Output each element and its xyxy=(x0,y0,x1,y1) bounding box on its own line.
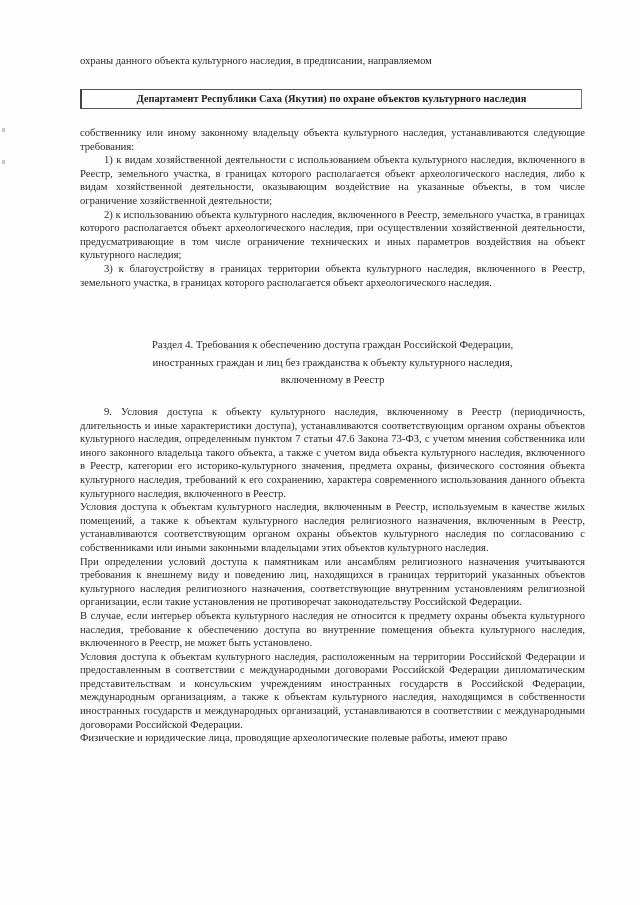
paragraph: 1) к видам хозяйственной деятельности с использованием объекта культурного наследия, включенного в Реестр, земельного участка, в границах которого располагается объект археологического наследия, либо к видам хозяйственной деятельности, оказывающим воздействие на указанные объекты, в том числе ограничение хозяйственной деятельности; xyxy=(80,155,585,207)
section-heading-line: иностранных граждан и лиц без гражданства к объекту культурного наследия, xyxy=(152,356,513,369)
paragraph: Условия доступа к объектам культурного наследия, расположенным на территории Российской Федерации и предоставленным в соответствии с международными договорами Российской Федерации дипломатическим представительствам и консульским учреждениям иностранных государств в Российской Федерации, международным организациям, а также к объектам культурного наследия, находящимся в собственности иностранных государств и международных организаций, устанавливаются в соответствии с международными договорами Российской Федерации. xyxy=(80,651,585,731)
paragraph: Физические и юридические лица, проводящие археологические полевые работы, имеют право xyxy=(80,733,508,745)
paragraph: В случае, если интерьер объекта культурного наследия не относится к предмету охраны объекта культурного наследия, требование к обеспечению доступа во внутренние помещения объекта культурного наследия, включенного в Реестр, не может быть установлено. xyxy=(80,610,585,650)
continuation-line: охраны данного объекта культурного наследия, в предписании, направляемом xyxy=(80,56,432,67)
paragraph: 3) к благоустройству в границах территории объекта культурного наследия, включенного в Реестр, земельного участка, в границах которого располагается объект археологического наследия. xyxy=(80,263,585,289)
paragraph: 2) к использованию объекта культурного наследия, включенного в Реестр, земельного участка, в границах которого располагается объект археологического наследия, при осуществлении хозяйственной деятельности, предусматривающие в том числе ограничение технических и иных параметров воздействия на объект культурного наследия; xyxy=(80,209,585,262)
paragraph: При определении условий доступа к памятникам или ансамблям религиозного назначения учитываются требования к внешнему виду и поведению лиц, находящихся в границах территорий указанных объектов культурного наследия религиозного назначения, соответствующие внутренним установлениям религиозной организации, если такие установления не противоречат законодательству Российской Федерации. xyxy=(80,556,585,609)
section-heading-line: Раздел 4. Требования к обеспечению доступа граждан Российской Федерации, xyxy=(151,339,514,351)
requirements-block xyxy=(80,127,585,290)
department-header-box xyxy=(80,89,582,109)
paragraph: собственнику или иному законному владельцу объекта культурного наследия, устанавливаются следующие требования: xyxy=(80,128,585,153)
department-header-text: Департамент Республики Саха (Якутия) по охране объектов культурного наследия xyxy=(136,93,527,105)
scan-edge-mark xyxy=(2,128,5,132)
section-heading-line: включенному в Реестр xyxy=(280,374,385,387)
scan-edge-mark xyxy=(2,160,5,164)
paragraph: Условия доступа к объектам культурного наследия, включенным в Реестр, используемым в качестве жилых помещений, а также к объектам культурного наследия религиозного назначения, включенным в Реестр, устанавливаются соответствующим органом охраны объектов культурного наследия по согласованию с собственниками или иными законными владельцами этих объектов культурного наследия. xyxy=(80,502,585,554)
access-conditions-block xyxy=(80,406,585,746)
section-heading xyxy=(80,337,585,390)
paragraph: 9. Условия доступа к объекту культурного наследия, включенному в Реестр (периодичность, длительность и иные характеристики доступа), устанавливаются соответствующим органом охраны объектов культурного наследия, определенным пунктом 7 статьи 47.6 Закона 73-ФЗ, с учетом мнения собственника или иного законного владельца такого объекта, а также с учетом вида объекта культурного наследия, включенного в Реестр, категории его историко-культурного значения, предмета охраны, физического состояния объекта культурного наследия, требований к его сохранению, характера современного использования данного объекта культурного наследия, включенного в Реестр. xyxy=(80,407,585,500)
